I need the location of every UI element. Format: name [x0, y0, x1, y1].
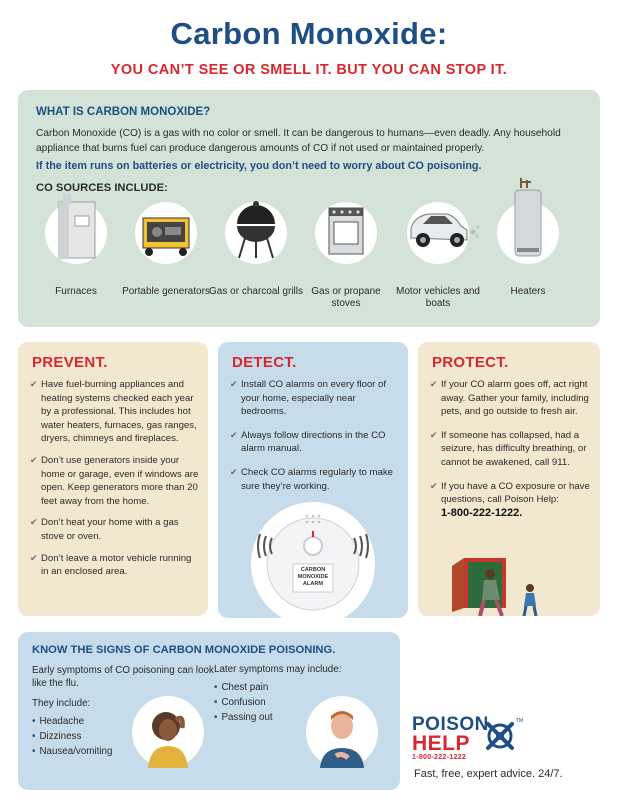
check-icon: ✔: [30, 454, 38, 465]
protect-panel: [418, 342, 600, 616]
source-generators: [118, 202, 214, 298]
list-item: • Headache: [32, 714, 112, 729]
prevent-panel: [18, 342, 208, 616]
poison-help-phone[interactable]: 1-800-222-1222.: [441, 506, 523, 519]
poison-help-logo: [412, 714, 524, 761]
list-item: ✔ If you have a CO exposure or have questions, call Poison Help: 1-800-222-1222.: [430, 480, 592, 521]
signs-panel: [18, 632, 400, 790]
signs-early-text: Early symptoms of CO poisoning can look like the flu.: [32, 665, 214, 689]
list-item: ✔ Don’t leave a motor vehicle running in an enclosed area.: [30, 552, 192, 578]
signs-include-text: They include:: [32, 698, 91, 709]
alarm-label: CARBON MONOXIDE ALARM: [297, 567, 329, 587]
tagline: Fast, free, expert advice. 24/7.: [414, 768, 563, 780]
check-icon: ✔: [30, 517, 38, 528]
source-label: Heaters: [510, 286, 546, 297]
signs-later-text: Later symptoms may include:: [214, 664, 342, 675]
check-icon: ✔: [230, 429, 238, 440]
car-icon: [407, 194, 487, 266]
woman-headache-illustration: [130, 694, 206, 770]
list-item: ✔ If your CO alarm goes off, act right away. Gather your family, including pets, and go outside to fresh air.: [430, 379, 589, 418]
list-item: ✔ Don’t use generators inside your home or garage, even if windows are open. Keep generators more than 20 feet away from the home.: [30, 454, 199, 507]
list-item: ✔ Always follow directions in the CO alarm manual.: [230, 429, 386, 455]
grill-icon: [225, 194, 287, 266]
generator-icon: [135, 194, 197, 266]
page-title: Carbon Monoxide:: [170, 16, 448, 51]
sources-heading: CO SOURCES INCLUDE:: [36, 182, 168, 194]
later-symptoms-list: [214, 680, 273, 725]
check-icon: ✔: [230, 379, 238, 389]
check-icon: ✔: [430, 379, 438, 389]
prevent-heading: PREVENT.: [32, 354, 108, 371]
early-symptoms-list: [32, 714, 112, 759]
stove-icon: [315, 194, 377, 266]
detect-panel: [218, 342, 408, 618]
heater-icon: [497, 178, 559, 264]
source-grills: [208, 202, 304, 298]
what-is-co-panel: [18, 90, 600, 327]
detect-heading: DETECT.: [232, 354, 297, 371]
source-label: Motor vehicles and boats: [396, 286, 480, 309]
list-item: • Dizziness: [32, 729, 112, 744]
logo-line2: HELP: [412, 732, 471, 755]
poison-help-mark-icon: [482, 716, 518, 756]
check-icon: ✔: [30, 379, 38, 389]
list-item: • Nausea/vomiting: [32, 744, 112, 759]
list-item: ✔ Don’t heat your home with a gas stove or oven.: [30, 517, 179, 542]
man-chest-pain-illustration: [304, 694, 380, 770]
list-item: ✔ Check CO alarms regularly to make sure they’re working.: [230, 466, 393, 492]
source-label: Furnaces: [55, 286, 97, 297]
list-item: • Passing out: [214, 710, 273, 725]
co-alarm-illustration: [218, 498, 408, 618]
source-heaters: [480, 202, 576, 298]
what-heading: WHAT IS CARBON MONOXIDE?: [36, 106, 211, 118]
list-item: ✔ If someone has collapsed, had a seizure, has difficulty breathing, or cannot be awakened, call 911.: [430, 429, 587, 468]
source-label: Gas or propane stoves: [311, 286, 381, 309]
list-item: • Chest pain: [214, 680, 273, 695]
check-icon: ✔: [430, 480, 438, 491]
logo-phone: 1-800-222-1222: [412, 754, 467, 761]
source-label: Portable generators: [122, 286, 210, 297]
detect-list: [230, 378, 400, 501]
prevent-list: [30, 378, 200, 587]
what-body: Carbon Monoxide (CO) is a gas with no color or smell. It can be dangerous to humans—even deadly. Any household appliance that burns fuel can produce dangerous amounts of CO if not used or maintained properly.: [36, 128, 561, 154]
protect-heading: PROTECT.: [432, 354, 509, 371]
furnace-icon: [45, 194, 107, 266]
source-furnaces: [28, 202, 124, 298]
source-stoves: [298, 202, 394, 310]
page-subtitle: YOU CAN’T SEE OR SMELL IT. BUT YOU CAN STOP IT.: [110, 62, 508, 78]
list-item: ✔ Install CO alarms on every floor of your home, especially near bedrooms.: [230, 379, 387, 418]
check-icon: ✔: [430, 429, 438, 440]
source-label: Gas or charcoal grills: [209, 286, 303, 297]
list-item: ✔ Have fuel-burning appliances and heating systems checked each year by a professional. This includes hot water heaters, furnaces, gas ranges, dryers, chimneys and fireplaces.: [30, 379, 197, 445]
signs-heading: KNOW THE SIGNS OF CARBON MONOXIDE POISONING.: [32, 644, 336, 656]
source-vehicles: [390, 202, 486, 310]
family-exit-illustration: [418, 496, 600, 616]
check-icon: ✔: [230, 466, 238, 477]
list-item: • Confusion: [214, 695, 273, 710]
logo-trademark: TM: [516, 718, 524, 724]
check-icon: ✔: [30, 552, 38, 563]
what-note: If the item runs on batteries or electricity, you don’t need to worry about CO poisoning.: [36, 160, 482, 172]
logo-line1: POISON: [412, 714, 489, 735]
